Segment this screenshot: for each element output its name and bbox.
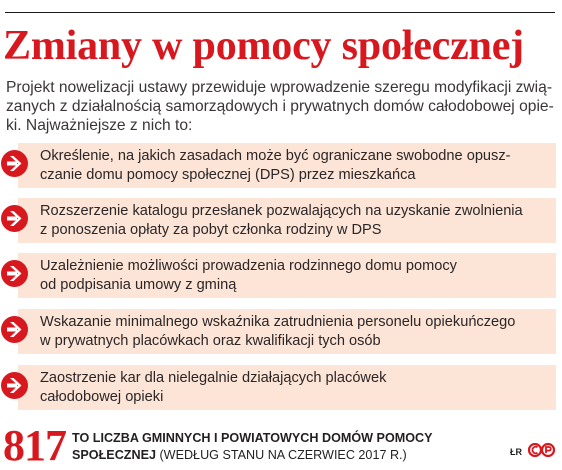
item-text-line: Rozszerzenie katalogu przesłanek pozwalających na uzyskanie zwolnienia — [40, 203, 523, 219]
intro-line: ki. Najważniejsze z nich to: — [6, 117, 193, 134]
item-text-line: od podpisania umowy z gminą — [40, 277, 237, 293]
list-item — [0, 365, 556, 410]
list-item — [0, 253, 556, 298]
item-text-line: czanie domu pomocy społecznej (DPS) przez mieszkańca — [40, 167, 416, 183]
footer-caption-line: TO LICZBA GMINNYCH I POWIATOWYCH DOMÓW POMOCY — [72, 431, 433, 445]
item-text-line: w prywatnych placówkach oraz kwalifikacji tych osób — [40, 333, 381, 349]
list-item — [0, 309, 556, 354]
item-text — [40, 313, 550, 351]
item-text — [40, 369, 550, 407]
footer-caption — [72, 430, 472, 464]
footer-number: 817 — [3, 421, 66, 470]
arrow-right-icon — [1, 372, 28, 399]
arrow-right-icon — [1, 260, 28, 287]
arrow-right-icon — [1, 316, 28, 343]
footer-caption-emphasis: SPOŁECZNEJ — [72, 448, 156, 462]
arrow-right-icon — [1, 205, 28, 232]
arrow-right-icon — [1, 150, 28, 177]
item-text — [40, 202, 550, 240]
item-text-line: Zaostrzenie kar dla nielegalnie działających placówek — [40, 370, 387, 386]
intro-line: Projekt nowelizacji ustawy przewiduje wprowadzenie szeregu modyfikacji zwią- — [6, 79, 553, 96]
page-title: Zmiany w pomocy społecznej — [3, 23, 524, 69]
intro-paragraph — [6, 78, 552, 135]
list-item — [0, 143, 556, 188]
author-initials: ŁR — [510, 447, 522, 457]
list-item — [0, 198, 556, 243]
item-text — [40, 147, 550, 185]
item-text — [40, 257, 550, 295]
item-text-line: całodobowej opieki — [40, 389, 164, 405]
intro-line: zanych z działalnością samorządowych i prywatnych domów całodobowej opie- — [6, 98, 554, 115]
top-rule — [5, 12, 555, 13]
item-text-line: z ponoszenia opłaty za pobyt członka rodziny w DPS — [40, 222, 382, 238]
footer-caption-line — [72, 447, 472, 464]
item-text-line: Określenie, na jakich zasadach może być ograniczane swobodne opusz- — [40, 148, 511, 164]
publisher-logo-icon — [528, 443, 556, 457]
item-text-line: Uzależnienie możliwości prowadzenia rodzinnego domu pomocy — [40, 258, 457, 274]
footer-caption-note: (WEDŁUG STANU NA CZERWIEC 2017 R.) — [155, 448, 407, 462]
item-text-line: Wskazanie minimalnego wskaźnika zatrudnienia personelu opiekuńczego — [40, 314, 516, 330]
